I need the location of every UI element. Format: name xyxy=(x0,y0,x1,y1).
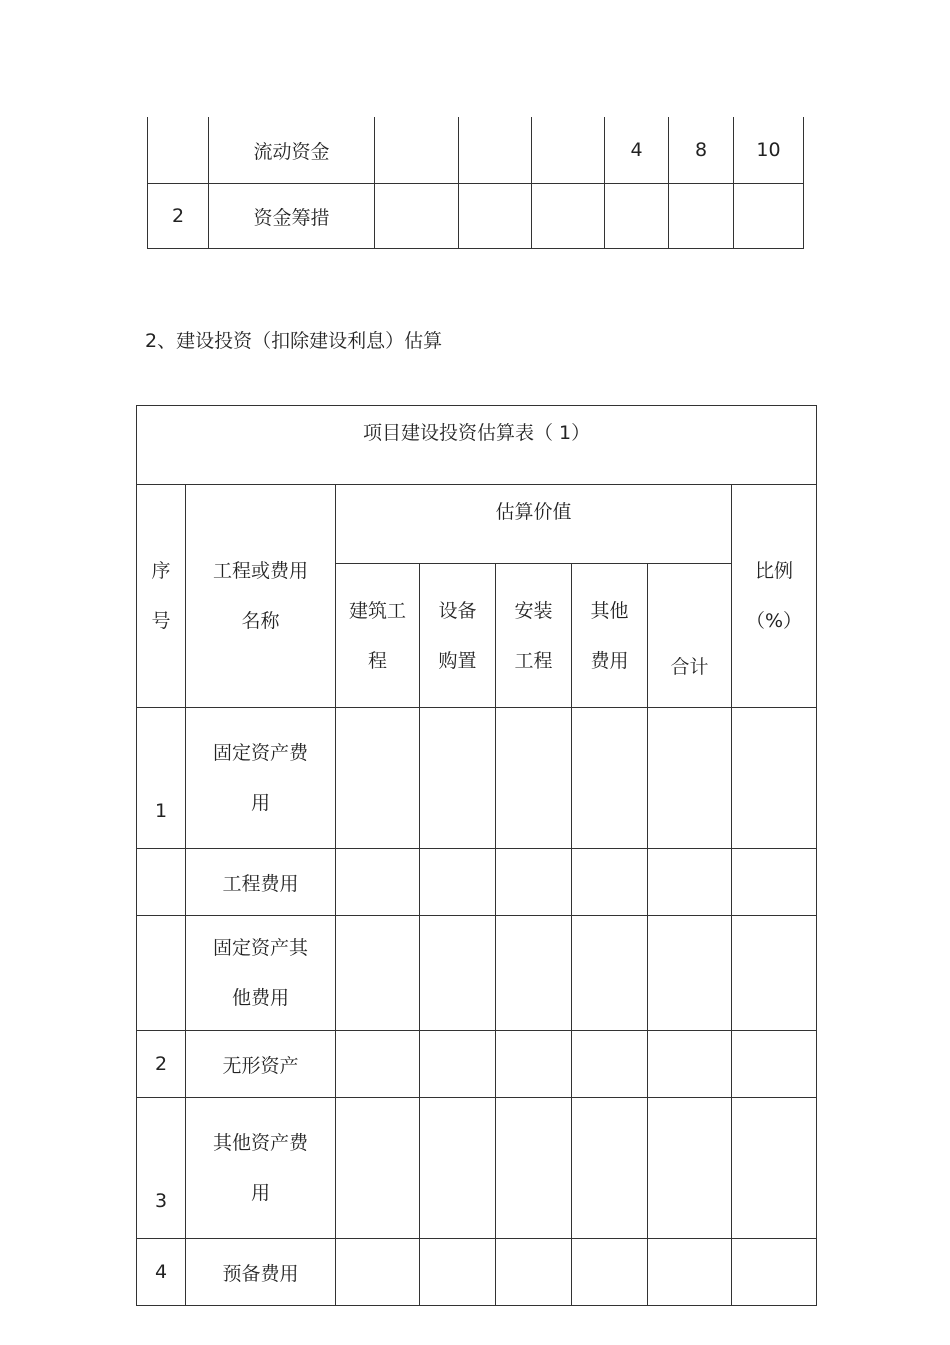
table-cell xyxy=(459,117,532,184)
header-row xyxy=(137,485,817,564)
table-cell xyxy=(648,1239,732,1306)
table-cell xyxy=(734,184,804,249)
row-name: 预备费用 xyxy=(186,1239,336,1306)
table-cell xyxy=(375,117,459,184)
header-other-line1: 其他 xyxy=(590,599,629,622)
table-cell xyxy=(532,184,605,249)
table-cell xyxy=(572,1098,648,1239)
header-equipment xyxy=(420,564,496,708)
table-cell xyxy=(732,1031,817,1098)
table-cell xyxy=(420,708,496,849)
header-other xyxy=(572,564,648,708)
header-name xyxy=(186,485,336,708)
table-cell xyxy=(572,849,648,916)
header-install-line2: 工程 xyxy=(514,649,553,672)
row-name-line1: 固定资产费 xyxy=(212,742,308,764)
table-cell xyxy=(420,1098,496,1239)
row-name-line1: 固定资产其 xyxy=(212,937,308,959)
table-title-row xyxy=(137,406,817,485)
header-ratio xyxy=(732,485,817,708)
table-cell xyxy=(496,708,572,849)
row-name-line1: 其他资产费 xyxy=(212,1132,308,1154)
table-cell xyxy=(648,1031,732,1098)
row-name xyxy=(186,708,336,849)
header-seq xyxy=(137,485,186,708)
table-cell xyxy=(572,1031,648,1098)
table-cell xyxy=(336,708,420,849)
row-number xyxy=(137,849,186,916)
row-name: 资金筹措 xyxy=(209,184,375,249)
table-cell xyxy=(648,849,732,916)
header-total: 合计 xyxy=(648,564,732,708)
header-building-line1: 建筑工 xyxy=(348,599,406,622)
header-seq-line2: 号 xyxy=(151,610,171,632)
table-cell xyxy=(732,708,817,849)
table-cell: 10 xyxy=(734,117,804,184)
header-name-line2: 名称 xyxy=(241,610,280,632)
table-row xyxy=(137,1098,817,1239)
table-cell xyxy=(420,849,496,916)
table-cell xyxy=(732,1239,817,1306)
table-row xyxy=(137,1031,817,1098)
header-equipment-line2: 购置 xyxy=(438,649,477,672)
table-cell xyxy=(420,1239,496,1306)
table-cell xyxy=(496,849,572,916)
funding-table-fragment xyxy=(147,117,804,249)
table-row xyxy=(148,184,804,249)
table-row xyxy=(137,849,817,916)
header-seq-line1: 序 xyxy=(151,560,171,582)
row-name xyxy=(186,1098,336,1239)
table-title: 项目建设投资估算表（ 1） xyxy=(137,406,817,485)
table-cell xyxy=(336,849,420,916)
row-number: 4 xyxy=(137,1239,186,1306)
table-cell xyxy=(572,1239,648,1306)
table-cell xyxy=(496,1239,572,1306)
table-row xyxy=(137,1239,817,1306)
table-cell xyxy=(572,708,648,849)
table-cell xyxy=(605,184,669,249)
header-building-line2: 程 xyxy=(367,649,387,672)
row-number: 2 xyxy=(137,1031,186,1098)
table-cell xyxy=(375,184,459,249)
table-cell xyxy=(532,117,605,184)
row-name: 流动资金 xyxy=(209,117,375,184)
section-heading: 2、建设投资（扣除建设利息）估算 xyxy=(145,330,443,352)
row-name: 工程费用 xyxy=(186,849,336,916)
row-number xyxy=(137,916,186,1031)
header-ratio-line2: （%） xyxy=(745,610,803,632)
row-number: 1 xyxy=(137,708,186,849)
table-cell xyxy=(336,1098,420,1239)
row-number: 2 xyxy=(148,184,209,249)
table-cell xyxy=(732,1098,817,1239)
table-cell xyxy=(732,849,817,916)
table-cell xyxy=(648,916,732,1031)
table-row xyxy=(137,916,817,1031)
header-ratio-line1: 比例 xyxy=(755,560,794,582)
table-cell xyxy=(336,1239,420,1306)
header-other-line2: 费用 xyxy=(590,649,629,672)
row-number xyxy=(148,117,209,184)
table-cell xyxy=(648,708,732,849)
row-name-line2: 用 xyxy=(250,792,270,814)
row-name-line2: 用 xyxy=(250,1182,270,1204)
table-cell xyxy=(496,916,572,1031)
table-cell xyxy=(420,916,496,1031)
table-row xyxy=(137,708,817,849)
header-equipment-line1: 设备 xyxy=(438,599,477,622)
header-name-line1: 工程或费用 xyxy=(212,560,308,582)
header-estimate-group: 估算价值 xyxy=(336,485,732,564)
table-cell xyxy=(496,1031,572,1098)
row-name: 无形资产 xyxy=(186,1031,336,1098)
table-row xyxy=(148,117,804,184)
header-install xyxy=(496,564,572,708)
table-cell xyxy=(572,916,648,1031)
table-cell: 4 xyxy=(605,117,669,184)
table-cell: 8 xyxy=(669,117,734,184)
header-building xyxy=(336,564,420,708)
table-cell xyxy=(336,1031,420,1098)
table-cell xyxy=(459,184,532,249)
table-cell xyxy=(336,916,420,1031)
row-name xyxy=(186,916,336,1031)
header-install-line1: 安装 xyxy=(514,599,553,622)
table-cell xyxy=(648,1098,732,1239)
investment-estimate-table xyxy=(136,405,817,1306)
table-cell xyxy=(669,184,734,249)
table-cell xyxy=(496,1098,572,1239)
row-name-line2: 他费用 xyxy=(231,987,289,1009)
table-cell xyxy=(732,916,817,1031)
row-number: 3 xyxy=(137,1098,186,1239)
table-cell xyxy=(420,1031,496,1098)
